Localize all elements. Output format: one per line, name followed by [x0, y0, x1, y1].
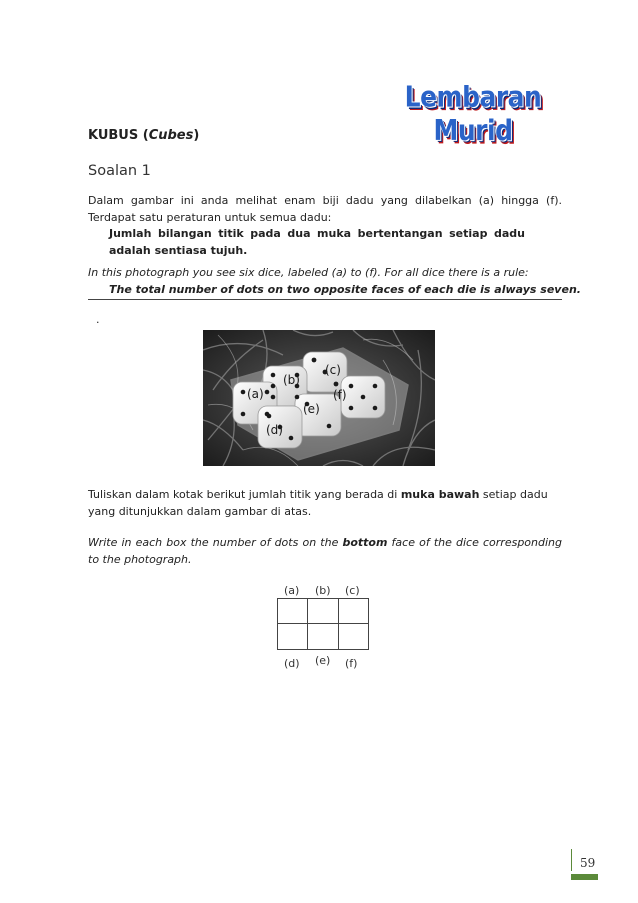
photo-label-d: (d) — [266, 423, 283, 437]
grid-label-f: (f) — [345, 657, 358, 670]
rule-malay: Jumlah bilangan titik pada dua muka bertentangan setiap dadu adalah sentiasa tujuh. — [109, 227, 525, 257]
answer-box-b[interactable] — [308, 599, 339, 624]
answer-grid — [277, 598, 369, 650]
instruction-malay-after: setiap dadu yang ditunjukkan dalam gambar di atas. — [88, 488, 548, 518]
title-close: ) — [193, 128, 200, 143]
grid-label-a: (a) — [284, 584, 300, 597]
page-title — [88, 128, 199, 143]
instruction-malay-bold: muka bawah — [400, 488, 480, 501]
photo-label-c: (c) — [325, 363, 341, 377]
instruction-english-before: Write in each box the number of dots on the — [88, 536, 343, 549]
dice-photograph — [203, 330, 435, 466]
grid-label-e: (e) — [315, 654, 331, 667]
instruction-english-bold: bottom — [342, 536, 388, 549]
dice-photo-drawing — [203, 330, 435, 466]
lembaran-murid-logo — [382, 80, 564, 147]
question-heading: Soalan 1 — [88, 163, 151, 179]
instruction-malay — [88, 486, 562, 520]
title-main: KUBUS ( — [88, 128, 149, 143]
page-number-bar — [571, 874, 598, 880]
grid-label-c: (c) — [345, 584, 360, 597]
rule-underline — [88, 299, 562, 300]
photo-label-e: (e) — [303, 402, 320, 416]
answer-box-d[interactable] — [278, 624, 308, 649]
stray-dot: . — [96, 313, 100, 326]
photo-label-a: (a) — [247, 387, 264, 401]
answer-box-e[interactable] — [308, 624, 339, 649]
instruction-english-after: face of the dice corresponding to the photograph. — [88, 536, 562, 566]
rule-english: The total number of dots on two opposite faces of each die is always seven. — [109, 283, 581, 296]
instruction-english — [88, 534, 562, 568]
intro-malay: Dalam gambar ini anda melihat enam biji dadu yang dilabelkan (a) hingga (f). Terdapat satu peraturan untuk semua dadu: — [88, 194, 562, 224]
title-english: Cubes — [148, 128, 194, 143]
photo-label-b: (b) — [283, 373, 300, 387]
answer-box-f[interactable] — [339, 624, 368, 649]
answer-box-a[interactable] — [278, 599, 308, 624]
grid-label-b: (b) — [315, 584, 331, 597]
page-number-divider — [571, 849, 572, 871]
logo-text: Lembaran Murid — [404, 80, 542, 147]
intro-english: In this photograph you see six dice, labeled (a) to (f). For all dice there is a rule: — [88, 266, 529, 279]
page-number: 59 — [580, 856, 596, 870]
answer-box-c[interactable] — [339, 599, 368, 624]
photo-label-f: (f) — [333, 388, 347, 402]
instruction-malay-before: Tuliskan dalam kotak berikut jumlah titik yang berada di — [88, 488, 401, 501]
grid-label-d: (d) — [284, 657, 300, 670]
